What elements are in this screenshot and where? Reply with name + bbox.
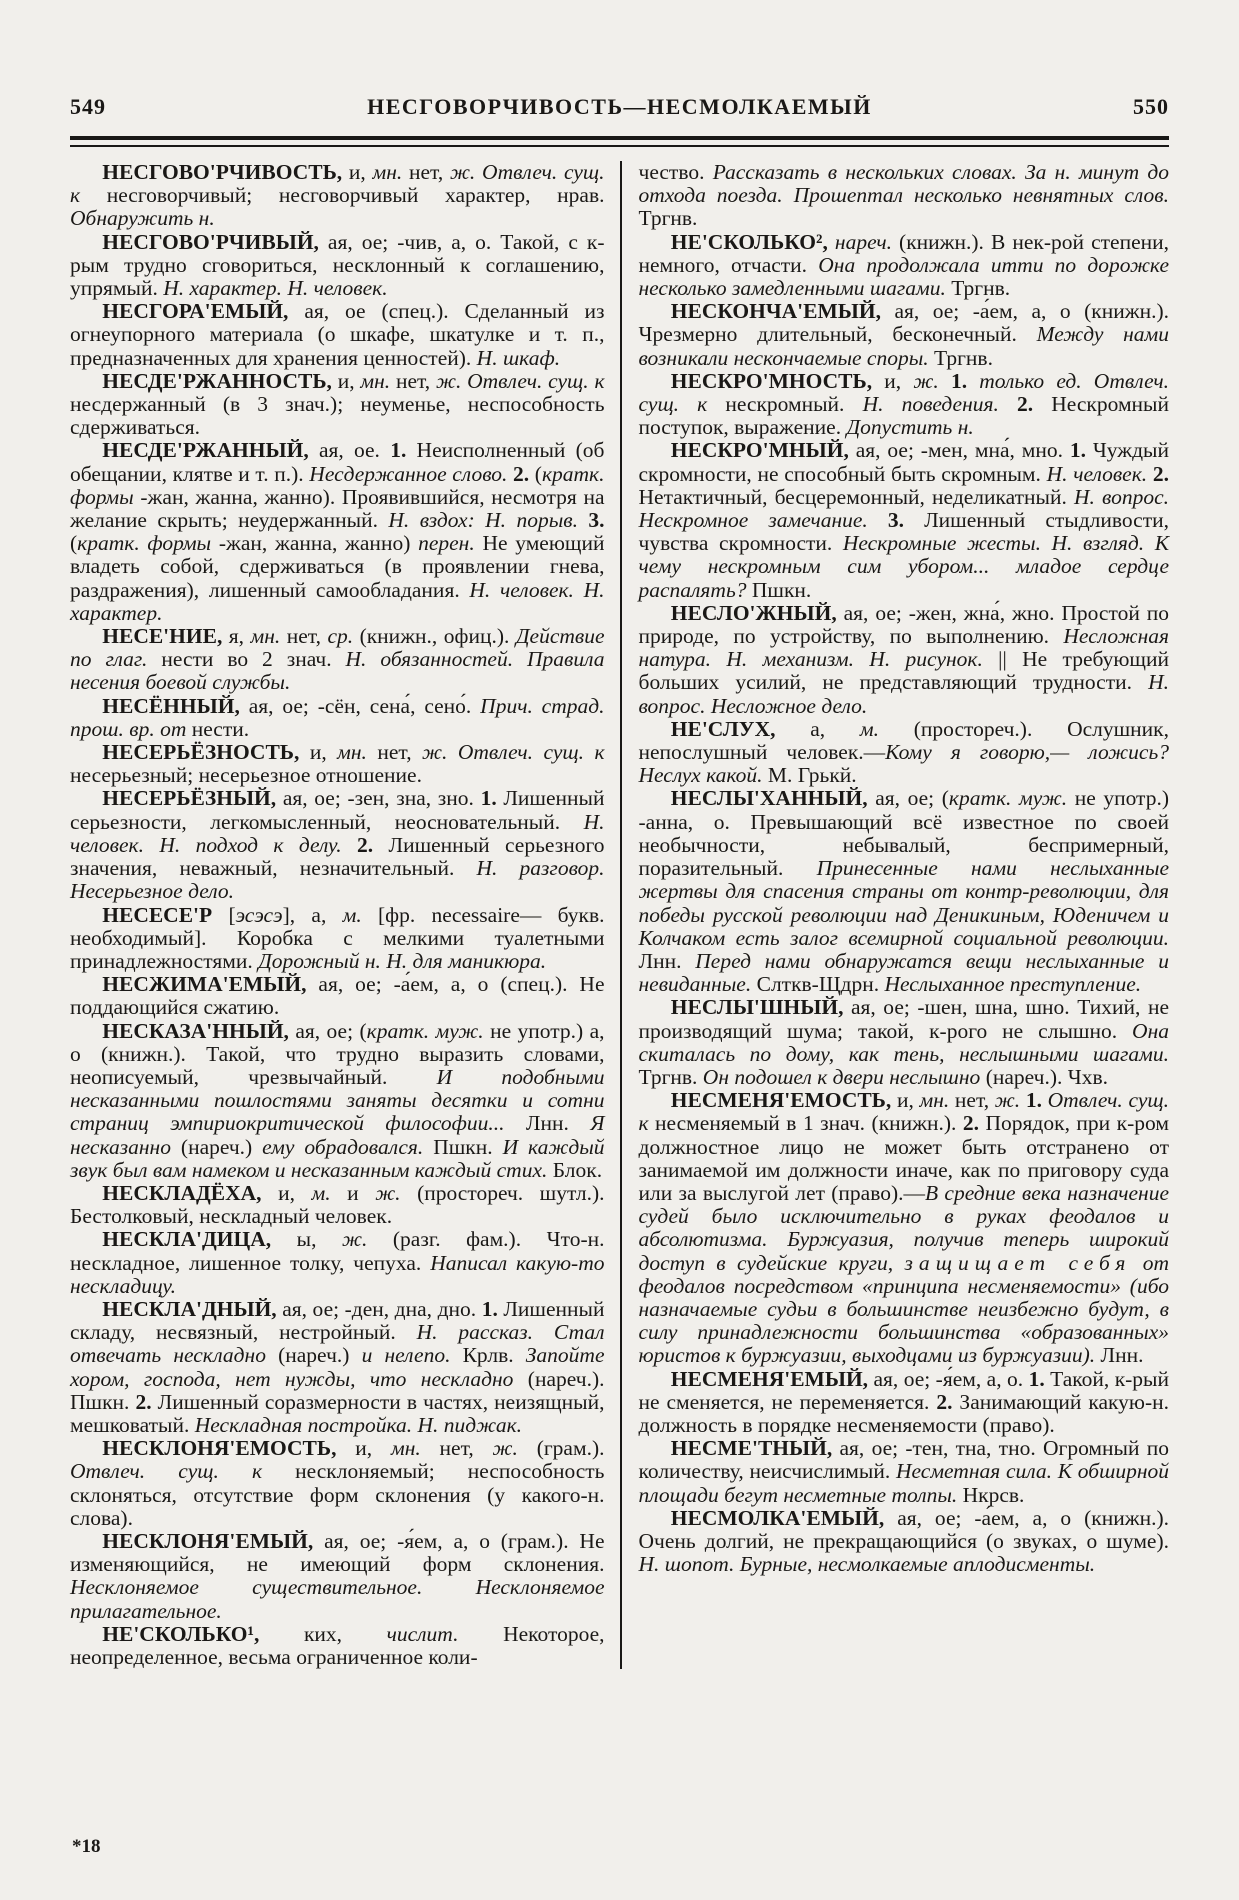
text-run: || Не требующий больших усилий, не представляющий трудности. [638, 647, 1169, 695]
text-run: Действие по глаг. [70, 624, 605, 672]
text-run: 2. [357, 832, 374, 857]
text-run: Неисполненный (об обещании, клятве и т. п.). [70, 438, 605, 486]
text-run: Лишенный стыдливости, чувства скромности. [638, 508, 1169, 556]
dictionary-entry [70, 231, 605, 301]
text-run: Н. человек. Н. характер. [70, 577, 605, 625]
text-run: (простореч. шутл.). Бестолковый, нескладный человек. [70, 1180, 605, 1229]
text-run: Пшкн. [746, 577, 812, 602]
text-run: ая, ое; -чив, а, о. Такой, с к-рым трудно сговориться, несклонный к соглашению, упрямый. [70, 229, 605, 301]
text-run: Допустить н. [846, 415, 974, 440]
text-run: Он подошел к двери неслышно [702, 1064, 981, 1089]
text-run: Крлв. [450, 1343, 526, 1368]
text-run: ая, ое; -шен, шна, шно. Тихий, не производящий шума; такой, к-рого не слышно. [638, 995, 1169, 1043]
text-run: (книжн., офиц.). [353, 624, 516, 649]
text-run: НЕСЁННЫЙ, [102, 693, 240, 718]
text-run: и, [299, 740, 338, 765]
text-run: не употр.) а, о (книжн.). Такой, что трудно выразить словами, неописуемый, чрезвычайный. [70, 1018, 605, 1089]
text-run: НЕСГОРА'ЕМЫЙ, [102, 299, 289, 324]
text-run: ж. [994, 1088, 1021, 1113]
dictionary-entry [70, 625, 605, 695]
text-run: НЕСДЕ'РЖАННЫЙ, [102, 438, 309, 463]
text-run: 3. [588, 508, 605, 533]
text-run: 2. [513, 461, 530, 486]
text-run: мн. [250, 624, 281, 649]
text-run: Несложная натура. Н. механизм. Н. рисунок. [638, 624, 1169, 672]
text-run: ая, ое; -а́ем, а, о (книжн.). Чрезмерно длительный, бесконечный. [638, 299, 1169, 347]
dictionary-entry [639, 718, 1170, 788]
text-run: и [330, 1180, 376, 1205]
text-run: ая, ое; -ден, дна, дно. [276, 1296, 482, 1321]
text-run: ж. [375, 1180, 401, 1205]
text-run: Между нами возникали нескончаемые споры. [638, 322, 1170, 370]
text-run: Несдержанное слово. [309, 461, 508, 486]
text-run: кратк. муж. [948, 786, 1068, 811]
dictionary-entry [70, 1298, 605, 1437]
text-run: несклоняемый; неспособность склоняться, отсутствие форм склонения (у какого-н. слова). [70, 1459, 605, 1530]
text-run: 1. [390, 438, 407, 463]
text-run: НЕСКЛОНЯ'ЕМЫЙ, [102, 1528, 314, 1553]
text-run: ая, ое (спец.). Сделанный из огнеупорного материала (о шкафе, шкатулке и т. п., предназначенных для хранения ценностей). [70, 299, 605, 370]
text-run: ких, [259, 1621, 387, 1646]
text-run: ж. [341, 1227, 368, 1252]
text-run: ая, ое; -сён, сена́, сено́. [239, 693, 481, 718]
text-run [342, 833, 357, 857]
text-run: (нареч.). Пшкн. [70, 1366, 605, 1414]
text-run: несговорчивый; несговорчивый характер, нрав. [80, 183, 605, 208]
dictionary-entry [70, 1437, 605, 1530]
text-run: м. [859, 716, 879, 741]
text-run: не употр.) -анна, о. Превышающий всё известное по своей необычности, небывалый, беспримерный, поразительный. [638, 786, 1170, 881]
text-run: Н. поведения. [862, 392, 999, 417]
text-run: Несметная сила. К обширной площади бегут несметные толпы. [638, 1459, 1169, 1507]
text-run: НЕСКЛАДЁХА, [102, 1180, 262, 1205]
text-run: НЕСЕСЕ'Р [102, 902, 213, 927]
text-run: Некоторое, неопределенное, весьма ограниченное коли- [70, 1621, 605, 1669]
text-run: НЕСГОВО'РЧИВЫЙ, [102, 229, 319, 254]
text-run: нет, [280, 624, 328, 649]
text-run: Такой, к-рый не сменяется, не переменяется. [638, 1366, 1169, 1414]
text-run: Дорожный н. Н. для маникюра. [258, 948, 547, 973]
text-run: НЕСГОВО'РЧИВОСТЬ, [102, 160, 343, 184]
text-run: Блок. [547, 1157, 603, 1182]
text-run: [ [212, 902, 236, 927]
text-run: 2. [962, 1111, 980, 1136]
text-run: (грам.). [517, 1436, 605, 1461]
text-run: нет, [390, 368, 436, 393]
text-run: НЕСМЕНЯ'ЕМОСТЬ, [670, 1088, 892, 1113]
text-run: НЕСМОЛКА'ЕМЫЙ, [670, 1505, 885, 1530]
text-run: м. [342, 902, 362, 927]
text-run: НЕСЛЫ'ХАННЫЙ, [670, 786, 868, 811]
text-run: Она продолжала итти по дорожке несколько замедленными шагами. [638, 252, 1170, 301]
text-run: Н. вопрос. Несложное дело. [638, 670, 1169, 718]
text-run: Нескромный поступок, выражение. [638, 392, 1170, 440]
text-run: НЕСМЕНЯ'ЕМЫЙ, [670, 1366, 869, 1391]
text-run: Неслыханное преступление. [884, 972, 1142, 997]
text-run: Н. рассказ. Стал отвечать нескладно [70, 1320, 605, 1368]
dictionary-entry [639, 1089, 1170, 1367]
text-run: Я несказанно [70, 1111, 605, 1159]
text-run: несдержанный (в 3 знач.); неуменье, неспособность сдерживаться. [70, 392, 605, 440]
text-run: Чуждый скромности, не способный быть скромным. [638, 438, 1169, 486]
text-run: НЕСЛО'ЖНЫЙ, [670, 600, 837, 625]
text-run [939, 369, 951, 393]
text-run: 1. [1028, 1366, 1045, 1391]
text-run: Пшкн. [423, 1134, 503, 1159]
dictionary-entry [639, 996, 1170, 1089]
text-run: Нкрсв. [957, 1482, 1025, 1507]
right-column [620, 161, 1170, 1669]
left-column [70, 161, 620, 1669]
text-run: Написал какую-то нескладицу. [70, 1250, 605, 1298]
text-run: Н. вздох: Н. порыв. [388, 508, 578, 533]
text-run: Н. человек. Н. подход к делу. [70, 809, 605, 857]
text-run: ая, ое; ( [288, 1018, 367, 1043]
header-double-rule [70, 136, 1169, 147]
text-run: НЕСКРО'МНЫЙ, [670, 438, 849, 463]
text-run: кратк. формы [70, 461, 605, 509]
dictionary-entry [70, 973, 605, 1019]
text-run: Лнн. [638, 948, 696, 973]
dictionary-entry [639, 161, 1170, 231]
sheet-signature: *18 [72, 1836, 101, 1857]
text-run [578, 508, 588, 532]
dictionary-entry [70, 300, 605, 370]
text-run: И подобными несказанными пошлостями заняты десятки и сотни страниц эмпириокритической философии... [70, 1064, 605, 1136]
text-run: Порядок, при к-ром должностное лицо не может быть отстранено от занимаемой им должности иначе, как по приговору суда или за выслугой лет (право).— [638, 1111, 1169, 1205]
text-run: Принесенные нами неслыханные жертвы для спасения страны от контр-революции, для победы русской революции над Деникиным, Юденичем и Колчаком есть залог всемирной социальной революции. [638, 856, 1169, 950]
text-run: Лнн. [1095, 1343, 1144, 1368]
text-run: 1. [1025, 1088, 1042, 1113]
text-run: м. [311, 1180, 331, 1205]
text-run: нет, [420, 1436, 493, 1461]
text-run: Запойте хором, господа, нет нужды, что нескладно [70, 1343, 605, 1391]
text-run: чество. [638, 160, 713, 184]
text-run: защищает себя [904, 1250, 1132, 1275]
text-run: (простореч.). Ослушник, непослушный человек.— [638, 716, 1169, 765]
text-run: -жан, жанна, жанно). Проявившийся, несмотря на желание скрыть; неудержанный. [70, 484, 605, 533]
text-run: Отвлеч. сущ. к [70, 1459, 263, 1484]
text-run: 1. [950, 368, 968, 393]
text-run: мн. [919, 1088, 950, 1113]
dictionary-entry [639, 787, 1170, 996]
text-run: несменяемый в 1 знач. (книжн.). [648, 1111, 963, 1136]
dictionary-entry [639, 602, 1170, 718]
text-run: мн. [337, 740, 367, 765]
dictionary-entry [70, 370, 605, 440]
text-run [999, 392, 1017, 416]
text-run: несерьезный; несерьезное отношение. [70, 763, 422, 788]
text-run: Нескладная постройка. Н. пиджак. [194, 1412, 523, 1437]
text-run: нести во 2 знач. [147, 647, 346, 672]
text-run: ы, [271, 1227, 342, 1252]
text-run: ая, ое; ( [867, 786, 949, 811]
text-run: кратк. формы [77, 531, 212, 556]
text-run: Она скиталась по дому, как тень, неслышными шагами. [638, 1018, 1169, 1066]
text-run: и, [261, 1180, 312, 1205]
text-run: и, [331, 368, 361, 393]
text-run: ж. [492, 1436, 518, 1461]
text-run: и, [872, 368, 914, 393]
text-run: НЕСДЕ'РЖАННОСТЬ, [102, 368, 332, 393]
dictionary-entry [70, 741, 605, 787]
text-run: ая, ое. [308, 438, 391, 463]
dictionary-entry [639, 1368, 1170, 1438]
text-run: Лишенный соразмерности в частях, неизящный, мешковатый. [70, 1389, 605, 1437]
text-run: НЕСКЛОНЯ'ЕМОСТЬ, [102, 1436, 337, 1461]
text-run: Обнаружить н. [70, 206, 215, 231]
text-run: -жан, жанна, жанно) [211, 531, 419, 556]
text-run: Не умеющий владеть собой, сдерживаться (в проявлении гнева, раздражения), лишенный самообладания. [70, 531, 605, 602]
text-run: и, [891, 1088, 920, 1113]
text-run: 1. [480, 786, 497, 811]
text-run: Лишенный складу, несвязный, нестройный. [70, 1296, 605, 1345]
dictionary-entry [639, 370, 1170, 440]
text-run: ая, ое; -я́ем, а, о. [868, 1366, 1029, 1391]
text-run: Лишенный серьезности, легкомысленный, неосновательный. [70, 786, 605, 834]
text-run: Прич. страд. прош. вр. от [70, 693, 605, 741]
text-run: ( [70, 531, 78, 556]
text-run: НЕСМЕ'ТНЫЙ, [670, 1436, 833, 1461]
text-run: ая, ое; -тен, тна, тно. Огромный по количеству, неисчислимый. [638, 1436, 1169, 1484]
dictionary-entry [70, 787, 605, 903]
text-run: Перед нами обнаружатся вещи неслыханные и невиданные. [638, 948, 1169, 997]
dictionary-entry [639, 300, 1170, 370]
text-run: Н. шкаф. [476, 345, 561, 370]
text-run: нет, [949, 1088, 995, 1113]
text-run: числит. [386, 1621, 459, 1646]
page-header [70, 0, 1169, 120]
page-number-left: 549 [70, 94, 106, 119]
text-run: Н. шопот. Бурные, несмолкаемые аплодисменты. [638, 1552, 1096, 1577]
text-run: и нелепо. [361, 1343, 451, 1368]
text-run: мн. [372, 160, 403, 184]
text-run: Лнн. [504, 1111, 591, 1136]
text-run: ая, ое; -а́ем, а, о (книжн.). Очень долгий, не прекращающийся (о звуках, о шуме). [638, 1505, 1169, 1553]
text-run: ая, ое; -зен, зна, зно. [276, 786, 481, 811]
text-run: Н. разговор. Несерьезное дело. [70, 856, 605, 904]
dictionary-entry [639, 1437, 1170, 1507]
text-run: Лишенный серьезного значения, неважный, незначительный. [70, 832, 605, 881]
text-run: НЕ'СКОЛЬКО¹, [102, 1621, 260, 1646]
two-column-content [70, 161, 1169, 1669]
text-run: 1. [481, 1296, 498, 1321]
text-run: ж. Отвлеч. сущ. к [422, 740, 605, 765]
text-run: мн. [390, 1436, 421, 1461]
text-run: (книжн.). В нек-рой степени, немного, отчасти. [638, 229, 1170, 277]
text-run: Н. обязанностей. Правила несения боевой службы. [70, 647, 605, 695]
text-run: НЕСКЛА'ДИЦА, [102, 1227, 272, 1252]
dictionary-entry [70, 1020, 605, 1182]
text-run: 3. [887, 508, 905, 533]
text-run: Занимающий какую-н. должность в порядке несменяемости (право). [638, 1389, 1169, 1437]
text-run: Несклоняемое существительное. Несклоняемое прилагательное. [70, 1575, 605, 1623]
dictionary-entry [70, 695, 605, 741]
text-run: только ед. Отвлеч. сущ. к [638, 368, 1169, 417]
text-run: нескромный. [707, 392, 863, 417]
text-run: М. Грькй. [762, 763, 857, 788]
text-run: эсэсэ [235, 902, 283, 927]
running-title: НЕСГОВОРЧИВОСТЬ—НЕСМОЛКАЕМЫЙ [367, 94, 872, 119]
dictionary-entry [70, 1530, 605, 1623]
text-run: Н. вопрос. Нескромное замечание. [638, 484, 1169, 533]
text-run: НЕСЖИМА'ЕМЫЙ, [102, 972, 307, 997]
text-run: Отвлеч. сущ. к [638, 1088, 1170, 1136]
text-run [868, 508, 888, 532]
text-run: НЕСКЛА'ДНЫЙ, [102, 1296, 277, 1321]
text-run: Тргнв. [928, 345, 993, 370]
text-run: В средние века назначение судей было исключительно в руках феодалов и абсолютизма. Буржуазия, получив теперь широкий доступ в судейские круги, [638, 1180, 1169, 1275]
text-run: ая, ое; -мен, мна́, мно. [848, 438, 1070, 463]
text-run: 2. [135, 1389, 152, 1414]
text-run: (нареч.) [170, 1134, 263, 1159]
dictionary-entry [70, 904, 605, 974]
text-run: нареч. [827, 229, 892, 254]
page-number-right: 550 [1132, 94, 1169, 119]
text-run: от феодалов посредством «принципа несменяемости» (ибо назначаемые судьи в большинстве неизбежно будут, в силу принадлежности большинства «образованных» юристов к буржуазии, выходцами из буржуазии). [638, 1250, 1169, 1368]
text-run: И каждый звук был вам намеком и несказанным каждый стих. [70, 1134, 605, 1182]
text-run: кратк. муж. [366, 1018, 484, 1043]
text-run: и, [342, 160, 373, 184]
dictionary-entry [70, 1623, 605, 1669]
text-run: нет, [366, 740, 423, 765]
text-run: ж. Отвлеч. сущ. к [70, 160, 605, 208]
text-run: НЕСКОНЧА'ЕМЫЙ, [670, 299, 881, 324]
text-run: Тргнв. [638, 1064, 703, 1089]
dictionary-entry [70, 439, 605, 625]
text-run: мн. [360, 368, 391, 393]
dictionary-entry [70, 161, 605, 231]
text-run: Рассказать в нескольких словах. За н. минут до отхода поезда. Прошептал несколько невнятных слов. [638, 160, 1170, 208]
text-run: Нескромные жесты. Н. взгляд. К чему нескромным сим убором... младое сердце распалять? [638, 531, 1169, 602]
text-run: НЕСКАЗА'ННЫЙ, [102, 1018, 289, 1043]
text-run: ср. [327, 624, 354, 649]
text-run: Тргнв. [638, 206, 698, 231]
text-run: ( [529, 461, 542, 486]
text-run: 2. [1017, 392, 1034, 417]
text-run: Н. характер. Н. человек. [163, 276, 388, 301]
text-run: ему обрадовался. [262, 1134, 424, 1159]
text-run: НЕСЕРЬЁЗНОСТЬ, [102, 740, 300, 765]
text-run: ж. [913, 368, 939, 393]
text-run: НЕ'СКОЛЬКО², [670, 229, 828, 254]
text-run: ая, ое; -жен, жна́, жно. Простой по природе, по устройству, по выполнению. [638, 600, 1169, 649]
dictionary-entry [639, 1507, 1170, 1577]
text-run: Тргнв. [945, 276, 1011, 301]
text-run: а, [775, 716, 860, 741]
text-run: ая, ое; -а́ем, а, о (спец.). Не поддающийся сжатию. [70, 972, 605, 1020]
text-run: ж. Отвлеч. сущ. к [435, 368, 605, 393]
text-run: нести. [186, 716, 250, 741]
text-run: Н. человек. [1046, 461, 1148, 486]
text-run: нет, [402, 160, 450, 184]
text-run: НЕСКРО'МНОСТЬ, [670, 368, 873, 393]
dictionary-entry [639, 439, 1170, 601]
text-run: Нетактичный, бесцеремонный, неделикатный. [638, 484, 1074, 509]
text-run: (разг. фам.). Что-н. нескладное, лишенное толку, чепуха. [70, 1227, 605, 1275]
text-run: я, [222, 624, 251, 649]
text-run: 2. [936, 1389, 953, 1414]
text-run: НЕСЛЫ'ШНЫЙ, [670, 995, 844, 1020]
text-run: НЕ'СЛУХ, [670, 716, 776, 741]
text-run: ], а, [282, 902, 343, 927]
dictionary-entry [70, 1182, 605, 1228]
text-run: [фр. necessaire— букв. необходимый]. Коробка с мелкими туалетными принадлежностями. [70, 902, 605, 973]
dictionary-entry [639, 231, 1170, 301]
text-run: 2. [1152, 461, 1169, 486]
text-run: (нареч.). Чхв. [980, 1064, 1109, 1089]
text-run: Слткв-Щдрн. [751, 972, 885, 997]
text-run: перен. [418, 531, 475, 556]
text-run: 1. [1069, 438, 1086, 463]
text-run: НЕСЕРЬЁЗНЫЙ, [102, 786, 277, 811]
text-run: и, [336, 1436, 391, 1461]
text-run: НЕСЕ'НИЕ, [102, 624, 223, 649]
text-run: Кому я говорю,— ложись? Неслух какой. [638, 740, 1169, 788]
text-run: (нареч.) [265, 1343, 362, 1368]
text-run: ая, ое; -я́ем, а, о (грам.). Не изменяющийся, не имеющий форм склонения. [70, 1528, 605, 1577]
dictionary-entry [70, 1228, 605, 1298]
